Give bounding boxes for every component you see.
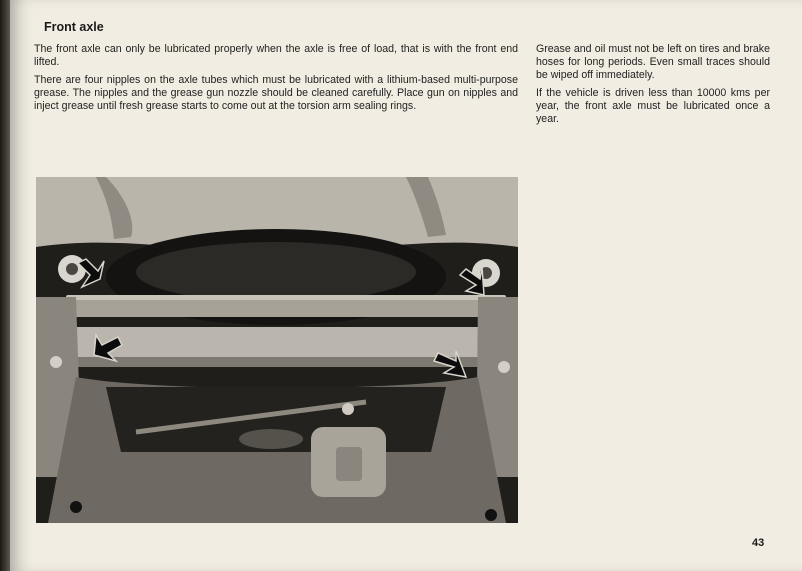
paragraph-tires-warning: Grease and oil must not be left on tires and brake hoses for long periods. Even small traces should be wiped off immediately. xyxy=(536,43,770,82)
front-axle-illustration xyxy=(36,177,518,523)
paragraph-load-condition: The front axle can only be lubricated properly when the axle is free of load, that is with the front end lifted. xyxy=(34,43,518,69)
page-number: 43 xyxy=(752,537,765,549)
paragraph-yearly-lubrication: If the vehicle is driven less than 10000 kms per year, the front axle must be lubricated once a year. xyxy=(536,87,770,126)
paragraph-grease-nipples: There are four nipples on the axle tubes which must be lubricated with a lithium-based multi-purpose grease. The nipples and the grease gun nozzle should be cleaned carefully. Place gun on nipples and inject grease until fresh grease starts to come out at the torsion arm sealing rings. xyxy=(34,74,518,113)
front-axle-photo xyxy=(36,177,518,523)
section-heading: Front axle xyxy=(44,20,104,34)
